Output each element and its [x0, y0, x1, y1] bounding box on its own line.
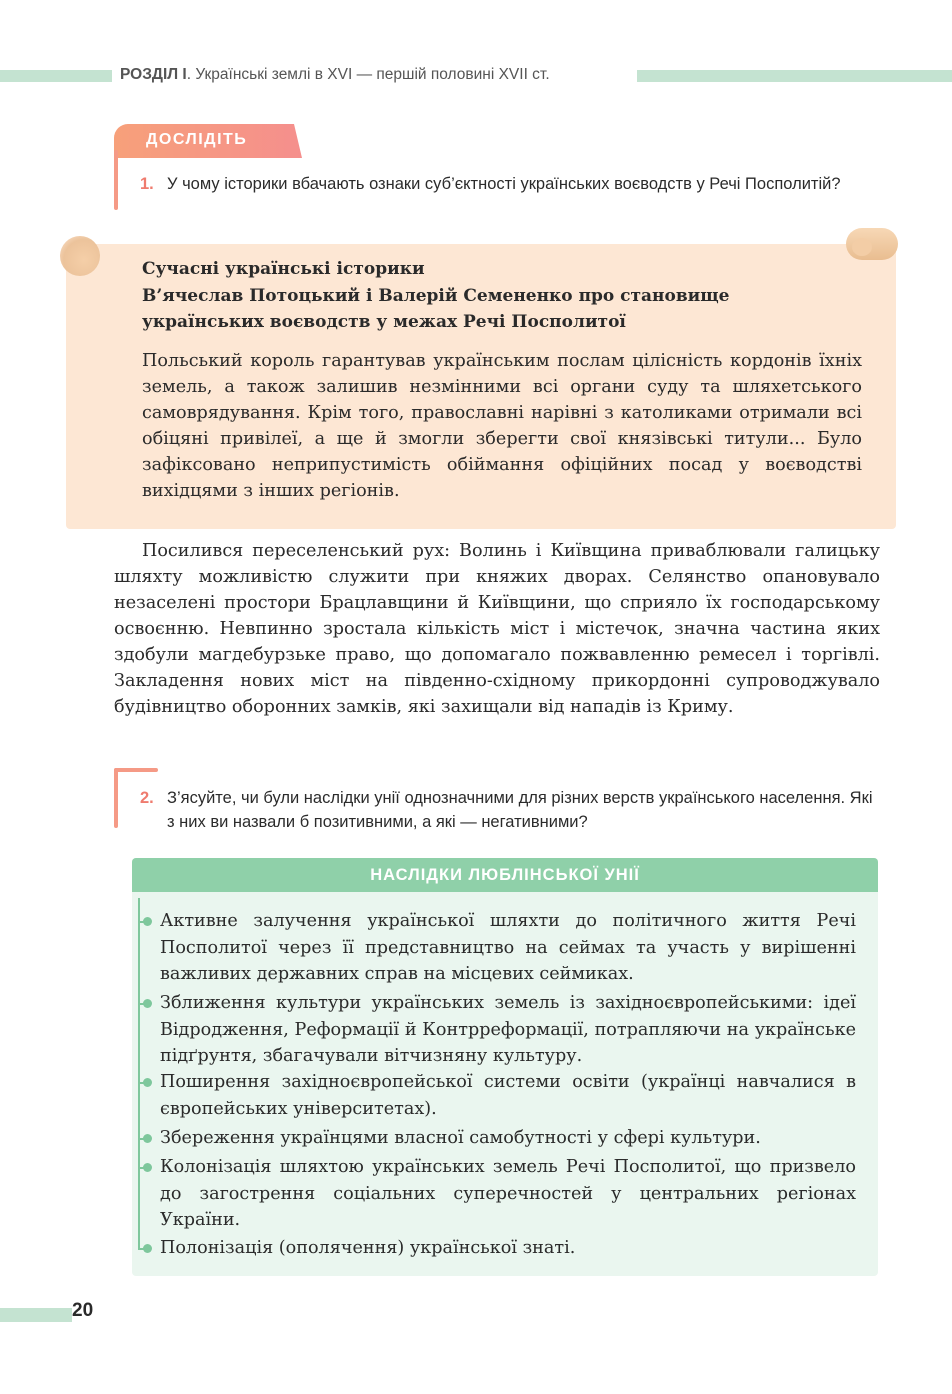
source-title-line-1: Сучасні українські історики — [142, 259, 425, 279]
question-2-bracket-top — [114, 768, 158, 772]
section-title: . Українські землі в XVI — першій половині XVII ст. — [186, 66, 550, 83]
question-1-text: У чому історики вбачають ознаки суб’єктності українських воєводств у Речі Посполитій? — [167, 175, 841, 193]
consequence-item: Колонізація шляхтою українських земель Речі Посполитої, що призвело до загострення соціальних суперечностей у центральних регіонах України. — [160, 1157, 856, 1230]
body-paragraph: Посилився переселенський рух: Волинь і Київщина приваблювали галицьку шляхту можливістю служити при княжих дворах. Селянство опановувало незаселені простори Брацлавщини й Київщини, що сприяло їх господарському освоєнню. Невпинно зростала кількість міст і містечок, значна частина яких здобули магдебурзьке право, що допомагало пожвавленню ремесел і торгівлі. Закладення нових міст на південно-східному прикордонні супроводжувало будівництво оборонних замків, які захищали від нападів із Криму. — [114, 541, 880, 717]
consequence-item: Зближення культури українських земель із західноєвропейськими: ідеї Відродження, Реформації й Контрреформації, потрапляючи на українське підґрунтя, збагачували вітчизняну культуру. — [160, 993, 856, 1066]
source-quote: Польський король гарантував українським послам цілісність кордонів їхніх земель, а також залишив незмінними всі органи суду та шляхетського самоврядування. Крім того, православні нарівні з католиками отримали всі обіцяні привілеї, а ще й змогли зберегти свої князівські титули... Було зафіксовано неприпустимість обіймання офіційних посад у воєводстві вихідцями з інших регіонів. — [142, 351, 862, 501]
question-2-number: 2. — [140, 789, 154, 807]
bullet-dot — [143, 1163, 152, 1172]
source-title-line-3: українських воєводств у межах Речі Посполитої — [142, 312, 626, 332]
page-number: 20 — [72, 1300, 94, 1321]
consequences-tree-line — [138, 898, 140, 1250]
explore-badge-label: ДОСЛІДІТЬ — [146, 131, 248, 148]
consequence-item: Активне залучення української шляхти до політичного життя Речі Посполитої через її представництво на сеймах та участь у вирішенні важливих державних справ на місцевих сеймиках. — [160, 911, 856, 984]
bullet-dot — [143, 1244, 152, 1253]
bullet-dot — [143, 917, 152, 926]
bullet-dot — [143, 1078, 152, 1087]
running-header — [120, 66, 550, 84]
consequence-item: Поширення західноєвропейської системи освіти (українці навчалися в європейських університетах). — [160, 1072, 856, 1119]
footer-bar — [0, 1308, 72, 1322]
question-1-number: 1. — [140, 175, 154, 193]
header-bar-left — [0, 70, 112, 82]
question-2 — [140, 786, 880, 834]
source-title — [142, 256, 862, 336]
question-2-text: З’ясуйте, чи були наслідки унії однозначними для різних верств українського населення. Які з них ви назвали б позитивними, а які — негативними? — [167, 789, 873, 831]
bullet-dot — [143, 999, 152, 1008]
bullet-dot — [143, 1134, 152, 1143]
header-bar-right — [637, 70, 952, 82]
question-1 — [140, 172, 880, 196]
consequence-item: Збереження українцями власної самобутності у сфері культури. — [160, 1128, 761, 1148]
question-1-bracket — [114, 150, 118, 210]
consequences-title: НАСЛІДКИ ЛЮБЛІНСЬКОЇ УНІЇ — [132, 858, 878, 892]
consequence-item: Полонізація (ополячення) української знаті. — [160, 1238, 576, 1258]
scroll-curl-left — [60, 236, 100, 276]
scroll-curl-right-inner — [852, 238, 872, 256]
source-title-line-2: В’ячеслав Потоцький і Валерій Семененко про становище — [142, 285, 730, 306]
question-2-bracket — [114, 768, 118, 828]
section-label: РОЗДІЛ І — [120, 66, 187, 83]
